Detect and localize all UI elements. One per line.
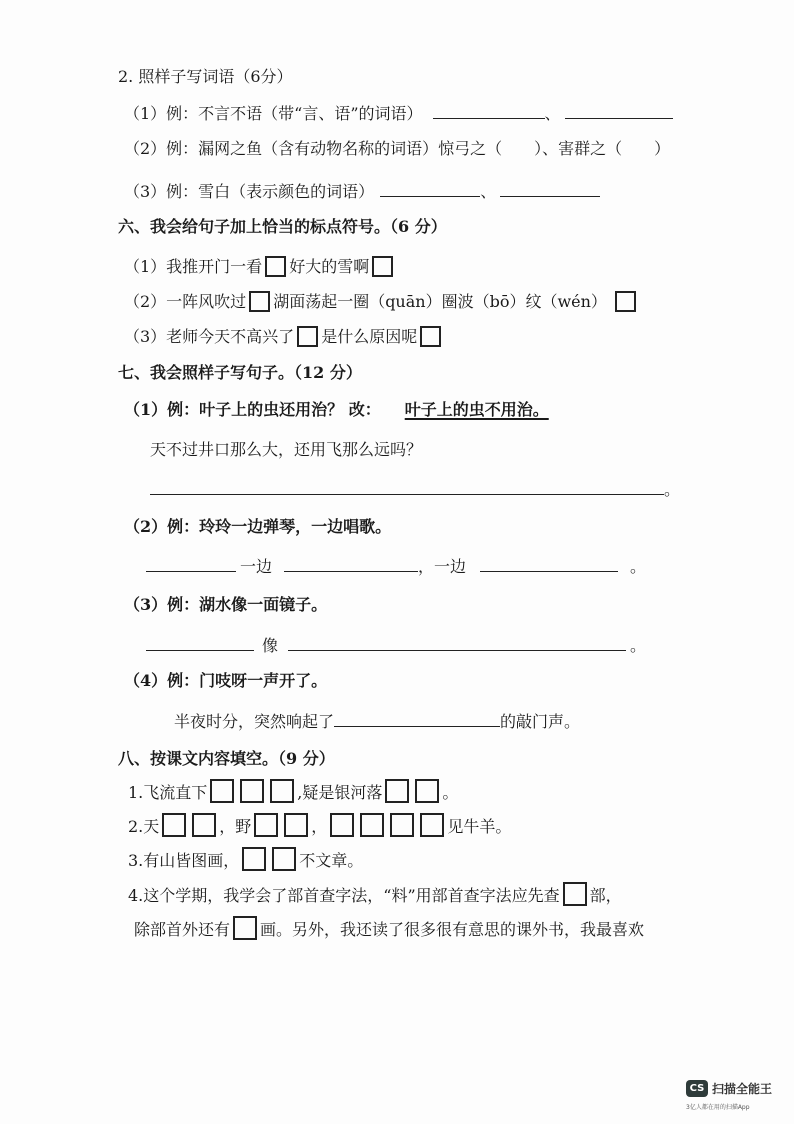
s8-line2 — [128, 813, 511, 839]
punct-box[interactable] — [265, 256, 286, 277]
char-box[interactable] — [210, 779, 234, 803]
char-box[interactable] — [390, 813, 414, 837]
s6-line3-b: 是什么原因呢 — [321, 327, 418, 346]
s7-e4-text: （4）例：门吱呀一声开了。 — [124, 671, 328, 690]
s8-line5-a: 除部首外还有 — [134, 920, 231, 939]
s7-e3-blank2[interactable] — [288, 632, 626, 651]
s6-line1-b: 好大的雪啊 — [289, 257, 370, 276]
q2-item3-blank2[interactable] — [500, 178, 600, 197]
s7-e1-prefix: （1）例：叶子上的虫还用治？ 改： — [124, 400, 381, 419]
char-box[interactable] — [284, 813, 308, 837]
s8-line2-a: 2.天 — [128, 817, 160, 836]
s8-line4 — [128, 882, 622, 908]
s7-e4-a: 半夜时分，突然响起了 — [174, 712, 335, 731]
s7-e4-fill — [174, 708, 580, 734]
char-box[interactable] — [415, 779, 439, 803]
s6-line2-b: 湖面荡起一圈（quān）圈波（bō）纹（wén） — [273, 292, 607, 311]
s7-e3-word: 像 — [262, 636, 279, 655]
s7-e2-blank2[interactable] — [284, 553, 418, 572]
s7-e1 — [124, 397, 549, 423]
s8-line1-c: 。 — [442, 783, 459, 802]
s7-e3: （3）例：湖水像一面镜子。 — [124, 595, 328, 614]
s8-line3-b: 不文章。 — [299, 851, 364, 870]
char-box[interactable] — [162, 813, 186, 837]
q2-item1-sep: 、 — [544, 104, 561, 123]
s7-e2: （2）例：玲玲一边弹琴，一边唱歌。 — [124, 517, 392, 536]
s7-e1-task: 天不过井口那么大，还用飞那么远吗？ — [150, 440, 423, 459]
s7-e1-blank[interactable] — [150, 476, 664, 495]
punct-box[interactable] — [249, 291, 270, 312]
char-box[interactable] — [272, 847, 296, 871]
s7-e2-word1: 一边 — [240, 557, 273, 576]
punct-box[interactable] — [615, 291, 636, 312]
s7-e2-blank3[interactable] — [480, 553, 618, 572]
s8-line1 — [128, 779, 458, 805]
q2-item3-blank1[interactable] — [380, 178, 480, 197]
s7-title: 七、我会照样子写句子。（12 分） — [118, 363, 362, 382]
s7-e4 — [124, 668, 327, 694]
char-box[interactable] — [270, 779, 294, 803]
q2-item3-sep: 、 — [480, 182, 497, 201]
scanner-logo — [686, 1080, 772, 1097]
s7-e3-end: 。 — [630, 636, 647, 655]
q2-item1-blank1[interactable] — [433, 100, 545, 119]
q2-item1-text: （1）例：不言不语（带“言、语”的词语） — [124, 104, 423, 123]
s7-e4-blank[interactable] — [334, 708, 500, 727]
q2-item3-text: （3）例：雪白（表示颜色的词语） — [124, 182, 375, 201]
char-box[interactable] — [420, 813, 444, 837]
char-box[interactable] — [563, 882, 587, 906]
s8-line2-d: 见牛羊。 — [447, 817, 512, 836]
char-box[interactable] — [254, 813, 278, 837]
punct-box[interactable] — [372, 256, 393, 277]
s8-title: 八、按课文内容填空。（9 分） — [118, 749, 335, 768]
char-box[interactable] — [385, 779, 409, 803]
char-box[interactable] — [330, 813, 354, 837]
scanner-logo-subtitle: 3亿人都在用的扫描App — [686, 1104, 750, 1111]
s6-line3-a: （3）老师今天不高兴了 — [124, 327, 295, 346]
s8-line1-b: ,疑是银河落 — [297, 783, 383, 802]
s7-e2-fill — [146, 553, 646, 579]
char-box[interactable] — [192, 813, 216, 837]
q2-item3 — [124, 178, 600, 204]
scanner-logo-text: 扫描全能王 — [712, 1082, 773, 1096]
s8-line5 — [134, 916, 644, 942]
s7-e3-fill — [146, 632, 646, 658]
char-box[interactable] — [360, 813, 384, 837]
s6-line3 — [124, 324, 444, 350]
s7-e2-blank1[interactable] — [146, 553, 236, 572]
s7-e1-answer-line — [150, 476, 680, 502]
punct-box[interactable] — [420, 326, 441, 347]
char-box[interactable] — [242, 847, 266, 871]
s7-e2-end: 。 — [630, 557, 647, 576]
s7-e2-word2: ，一边 — [418, 557, 467, 576]
s7-e1-end: 。 — [664, 480, 681, 499]
s8-line1-a: 1.飞流直下 — [128, 783, 208, 802]
q2-title: 2. 照样子写词语（6分） — [118, 67, 293, 86]
s6-line2-a: （2）一阵风吹过 — [124, 292, 247, 311]
s6-title: 六、我会给句子加上恰当的标点符号。（6 分） — [118, 217, 447, 236]
s7-e1-answer: 叶子上的虫不用治。 — [404, 400, 549, 419]
s6-line2 — [124, 289, 639, 315]
s8-line4-a: 4.这个学期，我学会了部首查字法，“料”用部首查字法应先查 — [128, 886, 560, 905]
s8-line3 — [128, 847, 363, 873]
q2-item2: （2）例：漏网之鱼（含有动物名称的词语）惊弓之（ ）、害群之（ ） — [124, 139, 671, 158]
s7-e4-b: 的敲门声。 — [500, 712, 581, 731]
s6-line1-a: （1）我推开门一看 — [124, 257, 263, 276]
s7-e3-blank1[interactable] — [146, 632, 254, 651]
char-box[interactable] — [233, 916, 257, 940]
s8-line3-a: 3.有山皆图画， — [128, 851, 240, 870]
char-box[interactable] — [240, 779, 264, 803]
q2-item1-blank2[interactable] — [565, 100, 673, 119]
s6-line1 — [124, 254, 396, 280]
punct-box[interactable] — [297, 326, 318, 347]
scanner-logo-icon: CS — [686, 1080, 708, 1097]
s8-line2-b: ，野 — [219, 817, 252, 836]
s8-line5-b: 画。另外，我还读了很多很有意思的课外书，我最喜欢 — [260, 920, 645, 939]
s8-line2-c: ， — [311, 817, 328, 836]
s8-line4-b: 部， — [589, 886, 622, 905]
q2-item1 — [124, 100, 673, 126]
